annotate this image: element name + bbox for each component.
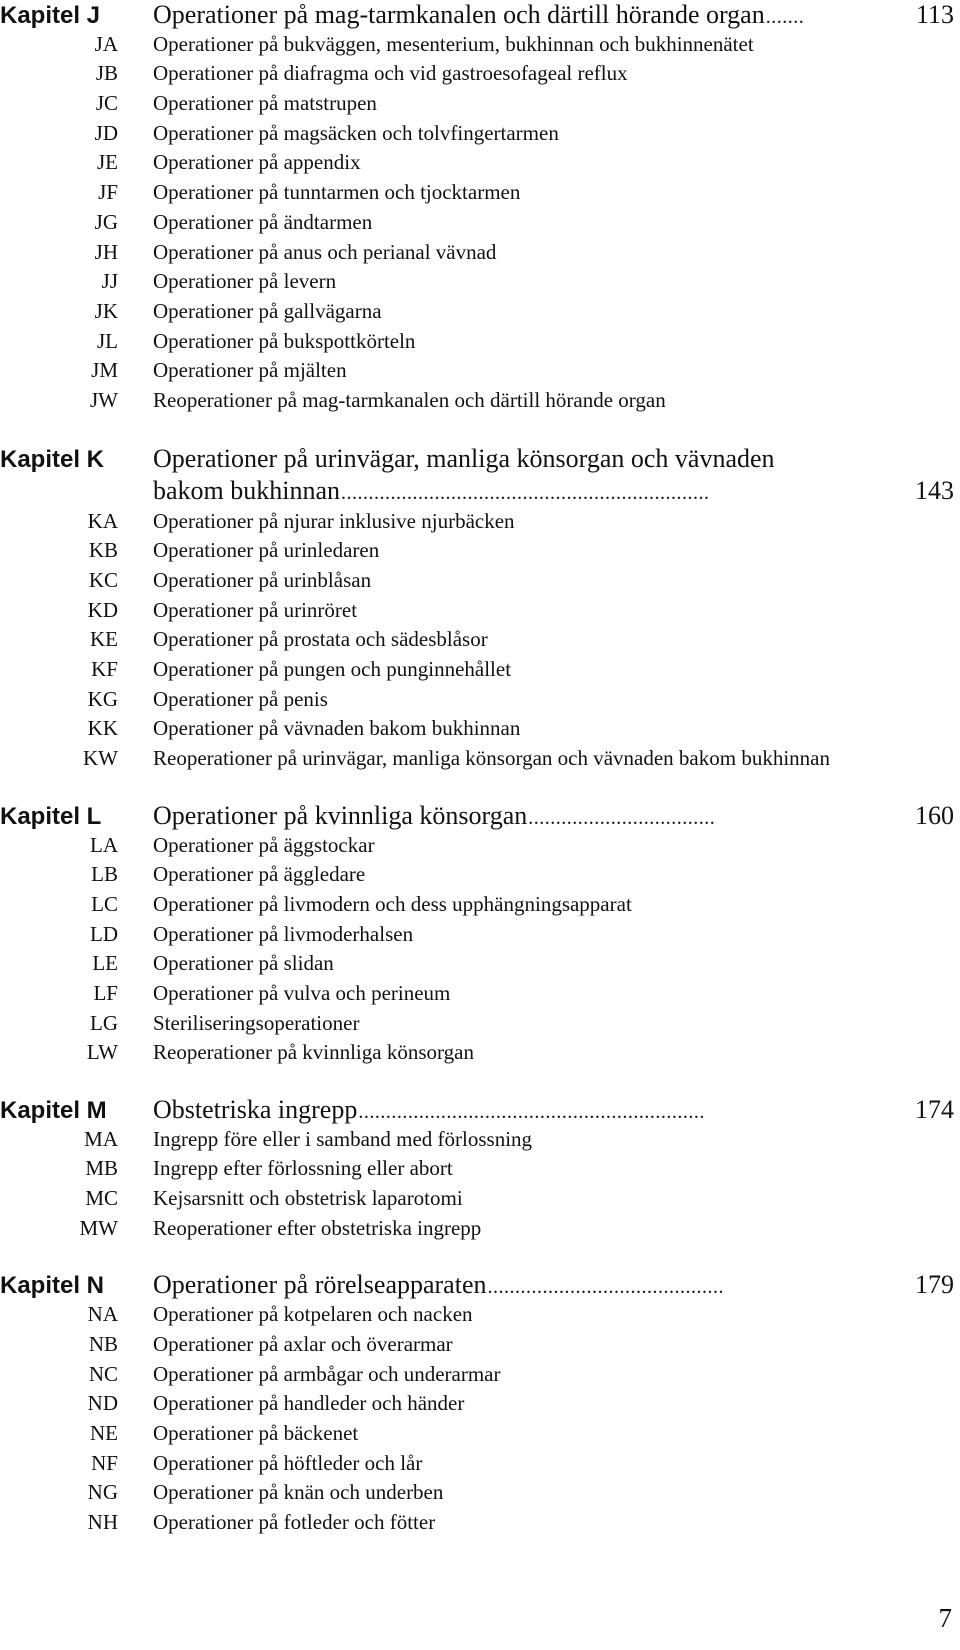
entry-code: JG: [94, 209, 118, 234]
leader-dots: ...........................................: [487, 1276, 724, 1299]
entry-code: LG: [90, 1010, 118, 1035]
entry-code: LF: [93, 980, 118, 1005]
chapter-gap: [0, 1068, 960, 1095]
entry-title: Reoperationer på kvinnliga könsorgan: [153, 1040, 474, 1065]
entry-code: LC: [91, 891, 118, 916]
entry-title: Operationer på urinröret: [153, 597, 358, 622]
toc-entry[interactable]: [0, 1009, 960, 1039]
entry-title: Operationer på appendix: [153, 150, 361, 175]
entry-title: Reoperationer efter obstetriska ingrepp: [153, 1215, 482, 1240]
toc-entry[interactable]: [0, 1125, 960, 1155]
chapter-heading[interactable]: [0, 443, 960, 475]
toc-entry[interactable]: [0, 1449, 960, 1479]
leader-dots: ...............................................................: [358, 1101, 705, 1123]
entry-title: Operationer på knän och underben: [153, 1480, 444, 1505]
chapter-page-number: 113: [915, 0, 954, 29]
entry-code: LA: [90, 832, 118, 857]
toc-entry[interactable]: [0, 831, 960, 861]
entry-code: MC: [85, 1186, 118, 1211]
toc-entry[interactable]: [0, 356, 960, 386]
toc-entry[interactable]: [0, 1419, 960, 1449]
entry-title: Operationer på penis: [153, 686, 328, 711]
entry-code: NG: [87, 1480, 118, 1505]
entry-code: MW: [79, 1215, 118, 1240]
entry-code: JJ: [101, 269, 118, 294]
chapter-section: [0, 0, 960, 416]
chapter-page-number: 160: [915, 800, 954, 830]
chapter-gap: [0, 1243, 960, 1270]
entry-title: Operationer på vulva och perineum: [153, 980, 451, 1005]
toc-entry[interactable]: [0, 685, 960, 715]
leader-dots: ...................................................................: [341, 481, 710, 504]
entry-code: LE: [92, 951, 118, 976]
entry-title: Operationer på magsäcken och tolvfingertarmen: [153, 120, 559, 145]
chapter-title: Operationer på mag-tarmkanalen och därtill hörande organ: [153, 0, 765, 29]
leader-dots: ..................................: [528, 806, 716, 829]
entry-code: KF: [91, 657, 118, 682]
chapter-title-line2: bakom bukhinnan: [153, 475, 341, 505]
toc-entry[interactable]: [0, 1038, 960, 1068]
chapter-title-cell: [153, 443, 960, 475]
entry-code: KA: [87, 508, 118, 533]
leader-dots: .......: [765, 6, 805, 28]
entry-code: KG: [87, 686, 118, 711]
toc-entry[interactable]: [0, 89, 960, 119]
toc-entry[interactable]: [0, 536, 960, 566]
chapter-title-cell: [153, 475, 960, 509]
page-number: 7: [938, 1603, 952, 1633]
chapter-heading[interactable]: [0, 1270, 960, 1300]
entry-title: Kejsarsnitt och obstetrisk laparotomi: [153, 1186, 463, 1211]
chapter-title-cell: [153, 801, 960, 834]
toc-entry[interactable]: [0, 566, 960, 596]
entry-title: Operationer på slidan: [153, 951, 334, 976]
entry-title: Operationer på levern: [153, 269, 337, 294]
chapter-page-number: 174: [915, 1095, 954, 1124]
toc-entry[interactable]: [0, 1360, 960, 1390]
toc-entry[interactable]: [0, 979, 960, 1009]
chapter-heading[interactable]: [0, 801, 960, 831]
chapter-page-number: 179: [915, 1270, 954, 1300]
entry-code: JK: [94, 298, 118, 323]
toc-entry[interactable]: [0, 238, 960, 268]
chapter-heading[interactable]: [0, 0, 960, 30]
toc-entry[interactable]: [0, 1214, 960, 1244]
entry-code: KD: [87, 597, 118, 622]
entry-code: JA: [94, 31, 118, 56]
toc-entry[interactable]: [0, 1478, 960, 1508]
entry-title: Operationer på anus och perianal vävnad: [153, 239, 497, 264]
toc-entry[interactable]: [0, 1508, 960, 1538]
entry-code: JE: [97, 150, 118, 175]
entry-code: LD: [90, 921, 118, 946]
chapter-section: [0, 801, 960, 1068]
entry-title: Operationer på kotpelaren och nacken: [153, 1302, 473, 1327]
chapter-label: Kapitel K: [0, 445, 105, 473]
chapter-title: Operationer på urinvägar, manliga könsorgan och vävnaden: [153, 443, 775, 473]
entry-code: KE: [90, 627, 118, 652]
entry-code: JB: [95, 61, 118, 86]
toc-entry[interactable]: [0, 1300, 960, 1330]
chapter-gap: [0, 416, 960, 443]
chapter-heading-continuation[interactable]: [0, 475, 960, 507]
chapter-section: [0, 1095, 960, 1243]
chapter-label: Kapitel J: [0, 2, 101, 29]
entry-title: Operationer på handleder och händer: [153, 1391, 465, 1416]
entry-code: ND: [87, 1391, 118, 1416]
entry-code: NH: [87, 1509, 118, 1534]
toc-entry[interactable]: [0, 655, 960, 685]
toc-entry[interactable]: [0, 1389, 960, 1419]
chapter-title-cell: [153, 0, 960, 33]
toc-entry[interactable]: [0, 860, 960, 890]
entry-title: Operationer på armbågar och underarmar: [153, 1361, 501, 1386]
toc-entry[interactable]: [0, 30, 960, 60]
chapter-gap: [0, 774, 960, 801]
toc-entry[interactable]: [0, 949, 960, 979]
entry-code: JC: [95, 91, 118, 116]
toc-entry[interactable]: [0, 714, 960, 744]
chapter-label: Kapitel L: [0, 802, 102, 830]
entry-title: Operationer på livmoderhalsen: [153, 921, 414, 946]
entry-title: Operationer på mjälten: [153, 358, 347, 383]
entry-code: JM: [91, 358, 118, 383]
entry-title: Reoperationer på urinvägar, manliga könsorgan och vävnaden bakom bukhinnan: [153, 746, 830, 771]
entry-title: Operationer på äggstockar: [153, 832, 375, 857]
entry-title: Operationer på prostata och sädesblåsor: [153, 627, 488, 652]
toc-entry[interactable]: [0, 178, 960, 208]
toc-entry[interactable]: [0, 625, 960, 655]
entry-title: Operationer på vävnaden bakom bukhinnan: [153, 716, 521, 741]
entry-title: Reoperationer på mag-tarmkanalen och därtill hörande organ: [153, 387, 666, 412]
entry-title: Operationer på tunntarmen och tjocktarmen: [153, 180, 521, 205]
entry-code: JL: [97, 328, 118, 353]
entry-code: NC: [88, 1361, 118, 1386]
chapter-label: Kapitel N: [0, 1272, 105, 1300]
entry-code: NA: [87, 1302, 118, 1327]
toc-entry[interactable]: [0, 920, 960, 950]
chapter-title-cell: [153, 1095, 960, 1128]
chapter-heading[interactable]: [0, 1095, 960, 1125]
entry-title: Operationer på höftleder och lår: [153, 1450, 423, 1475]
entry-title: Operationer på livmodern och dess upphängningsapparat: [153, 891, 632, 916]
toc-entry[interactable]: [0, 386, 960, 416]
entry-title: Operationer på ändtarmen: [153, 209, 373, 234]
entry-title: Operationer på bukväggen, mesenterium, bukhinnan och bukhinnenätet: [153, 31, 754, 56]
toc-entry[interactable]: [0, 297, 960, 327]
entry-code: KC: [88, 568, 118, 592]
toc-entry[interactable]: [0, 148, 960, 178]
entry-title: Operationer på äggledare: [153, 862, 366, 887]
entry-code: JD: [94, 120, 118, 145]
chapter-title: Operationer på kvinnliga könsorgan: [153, 800, 528, 830]
entry-title: Steriliseringsoperationer: [153, 1010, 360, 1035]
entry-title: Operationer på urinblåsan: [153, 568, 372, 592]
entry-title: Operationer på gallvägarna: [153, 298, 382, 323]
entry-title: Operationer på bukspottkörteln: [153, 328, 416, 353]
entry-title: Ingrepp efter förlossning eller abort: [153, 1156, 453, 1181]
entry-title: Operationer på bäckenet: [153, 1420, 359, 1445]
toc-entry[interactable]: [0, 1330, 960, 1360]
chapter-title: Operationer på rörelseapparaten: [153, 1270, 487, 1300]
chapter-page-number: 143: [915, 475, 954, 505]
entry-code: KW: [83, 746, 118, 771]
entry-code: LW: [86, 1040, 118, 1065]
entry-title: Operationer på diafragma och vid gastroesofageal reflux: [153, 61, 628, 86]
toc-entry[interactable]: [0, 507, 960, 537]
toc-entry[interactable]: [0, 890, 960, 920]
toc-entry[interactable]: [0, 744, 960, 774]
chapter-section: [0, 443, 960, 774]
entry-code: JW: [90, 387, 118, 412]
entry-code: NB: [88, 1331, 118, 1356]
entry-code: NF: [91, 1450, 118, 1475]
chapter-label: Kapitel M: [0, 1097, 107, 1124]
entry-code: JH: [94, 239, 118, 264]
entry-title: Operationer på pungen och punginnehållet: [153, 657, 512, 682]
toc-entry[interactable]: [0, 267, 960, 297]
chapter-section: [0, 1270, 960, 1537]
toc-entry[interactable]: [0, 59, 960, 89]
entry-title: Operationer på njurar inklusive njurbäcken: [153, 508, 515, 533]
toc-entry[interactable]: [0, 596, 960, 626]
toc-entry[interactable]: [0, 119, 960, 149]
entry-title: Operationer på axlar och överarmar: [153, 1331, 453, 1356]
entry-code: JF: [98, 180, 118, 205]
entry-title: Operationer på matstrupen: [153, 91, 377, 116]
toc-entry[interactable]: [0, 327, 960, 357]
toc-entry[interactable]: [0, 1154, 960, 1184]
entry-code: LB: [91, 862, 118, 887]
entry-title: Operationer på fotleder och fötter: [153, 1509, 436, 1534]
entry-code: MA: [84, 1126, 118, 1151]
entry-code: KB: [88, 538, 118, 563]
toc-entry[interactable]: [0, 208, 960, 238]
entry-code: NE: [90, 1420, 118, 1445]
entry-title: Operationer på urinledaren: [153, 538, 380, 563]
entry-code: MB: [85, 1156, 118, 1181]
entry-code: KK: [87, 716, 118, 741]
toc-entry[interactable]: [0, 1184, 960, 1214]
entry-title: Ingrepp före eller i samband med förlossning: [153, 1126, 533, 1151]
chapter-title: Obstetriska ingrepp: [153, 1095, 358, 1124]
chapter-title-cell: [153, 1270, 960, 1303]
